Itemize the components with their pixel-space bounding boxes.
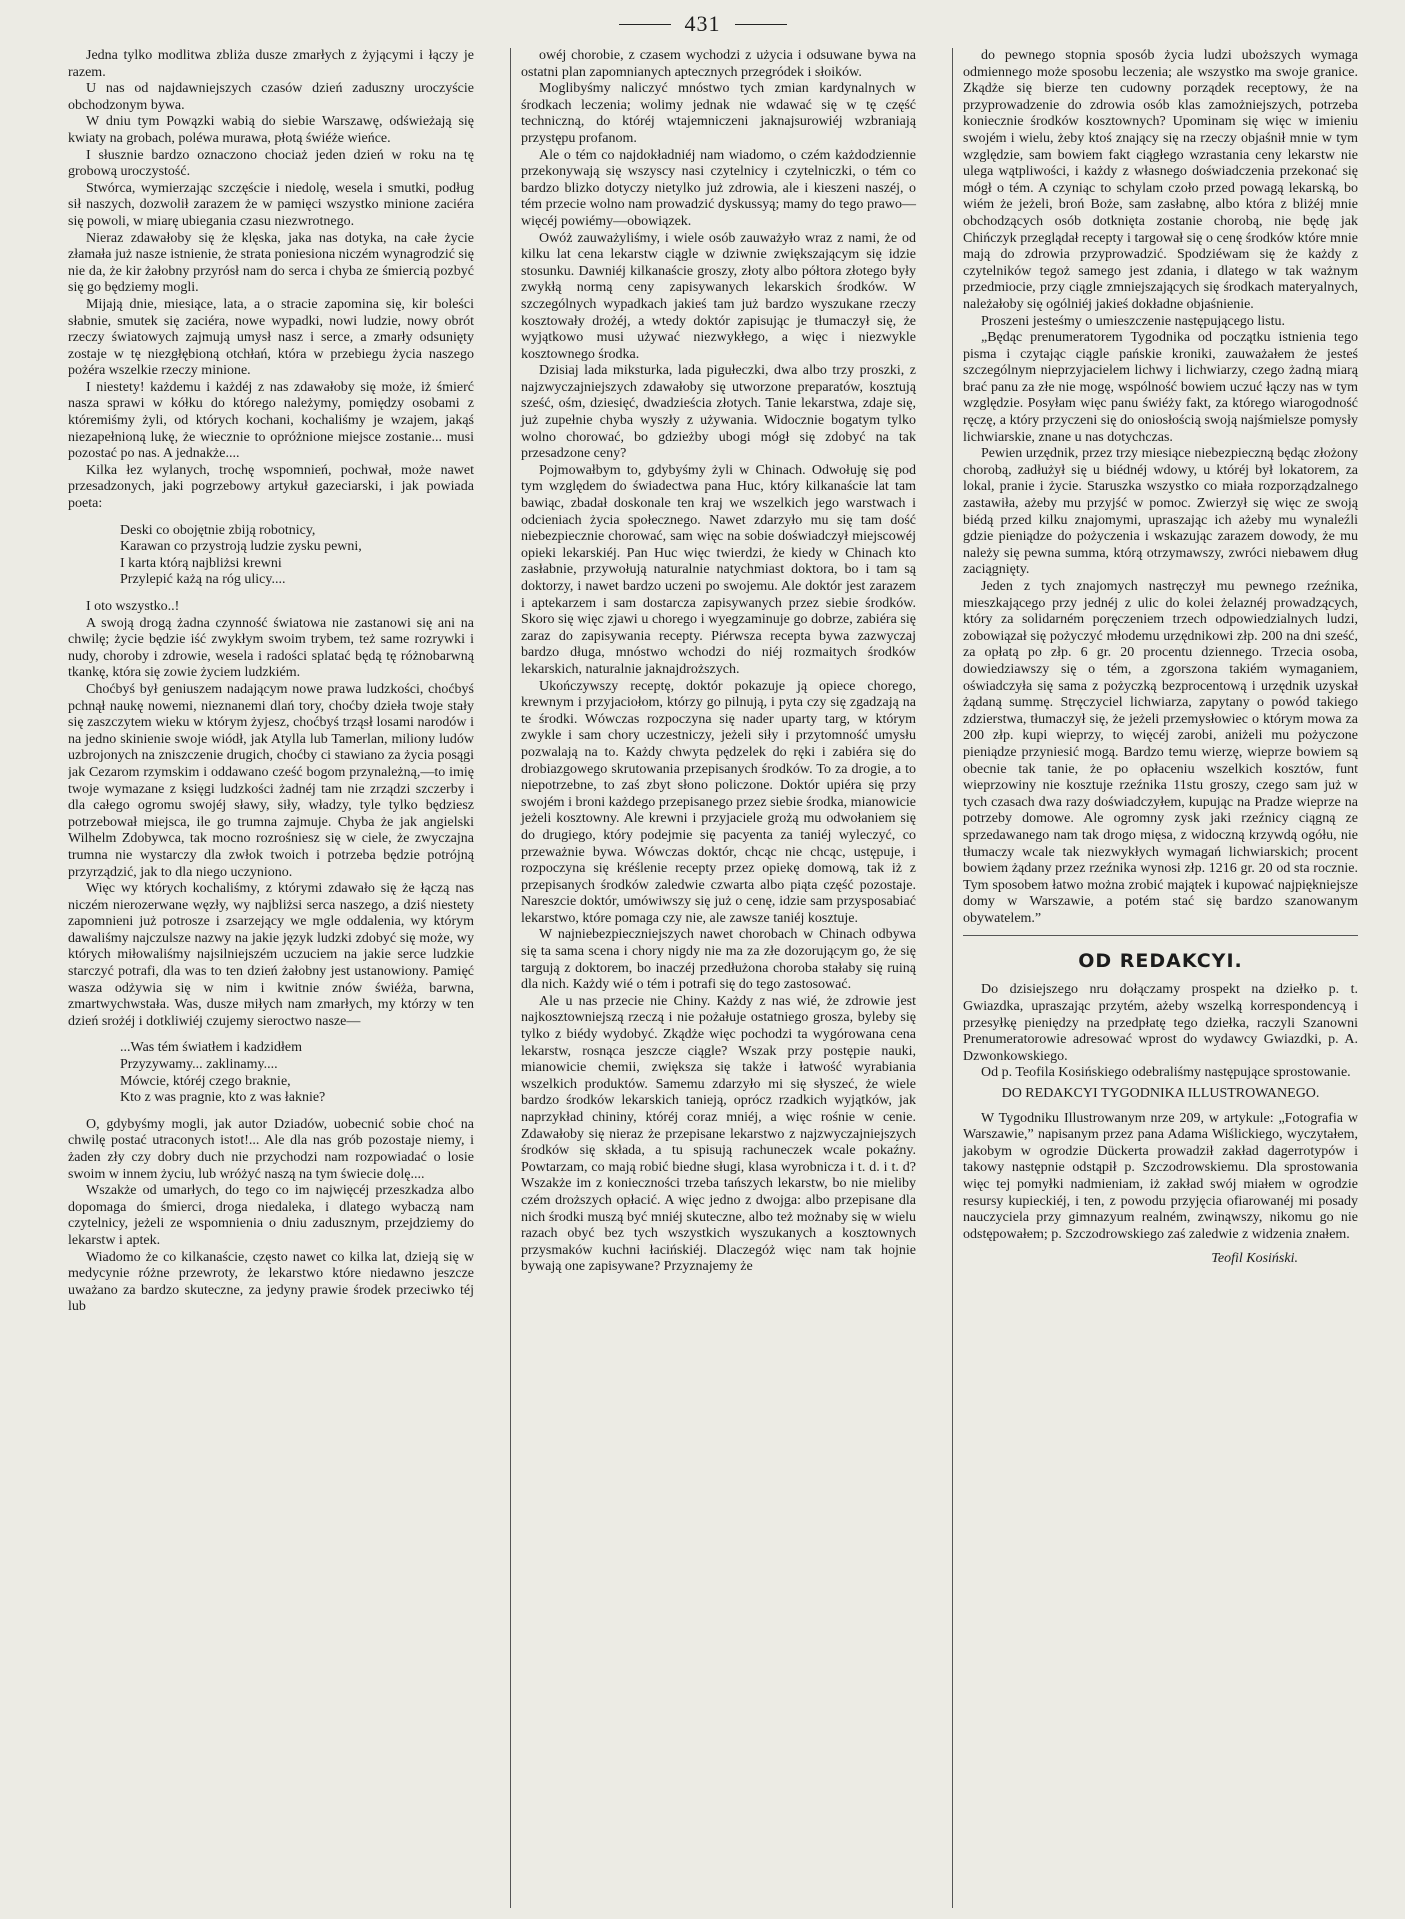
signature: Teofil Kosiński. (1211, 1251, 1298, 1267)
paragraph: Wiadomo że co kilkanaście, często nawet co kilka lat, dzieją się w medycynie różne przewroty, że lekarstwo które niedawno jeszcze uważano za bardzo skuteczne, za jedyny prawie środek przeciwko téj lub (68, 1249, 474, 1315)
paragraph: Nieraz zdawałoby się że klęska, jaka nas dotyka, na całe życie złamała już nasze istnienie, że strata poniesiona niczém wynagrodzić się nie da, że kir żałobny przyrósł nam do serca i chyba ze śmiercią pozbyć się go będziemy mogli. (68, 230, 474, 296)
paragraph: W najniebezpieczniejszych nawet chorobach w Chinach odbywa się ta sama scena i chory nigdy nie ma za złe dozorującym go, że się targują z doktorem, bo inaczéj przedłużona choroba stałaby się ruiną dla nich. Każdy wié o tém i potrafi się do tego zastosować. (521, 927, 916, 993)
paragraph: Moglibyśmy naliczyć mnóstwo tych zmian kardynalnych w środkach leczenia; wolimy jednak nie wdawać się w tę część techniczną, do któréj wtajemniczeni jaknajsurowiéj wzbraniają przystępu profanom. (521, 81, 916, 146)
paragraph: Ale u nas przecie nie Chiny. Każdy z nas wié, że zdrowie jest najkosztowniejszą rzeczą i nie pożałuje ostatniego grosza, byleby się tylko z biédy wydobyć. Zkądże więc pochodzi ta wygórowana cena lekarstw, rosnąca jeszcze ciągle? Wszak przy postępie nauki, mianowicie chemii, zwiększa się także i łatwość wyrabiania wszelkich produktów. Samemu zdarzyło mi się słyszeć, że wiele bardzo środków lekarskich tanieją, oprócz rzadkich wyjątków, jak naprzykład chininy, któréj coraz mniéj, a więc rośnie w cenie. Zdawałoby się nieraz że przepisane lekarstwo z najzwyczajniejszych środków się składa, a tu spisują rachuneczek wcale pokaźny. Powtarzam, co mają robić biedne sługi, klasa wyrobnicza i t. d. i t. d? Wszakże im z konieczności trzeba tańszych lekarstw, bo nie mieliby czém droższych opłacić. A więc jedno z dwojga: albo przepisane dla nich środki muszą być mniéj skuteczne, albo też możnaby się w wielu razach obyć bez tych wszystkich wyszukanych a kosztownych przysmaków kuchni łacińskiéj. Dlaczegóż więc nam tak hojnie bywają one zapisywane? Przyznajemy że (521, 993, 916, 1275)
col1-block-1 (68, 48, 474, 513)
paragraph: O, gdybyśmy mogli, jak autor Dziadów, uobecnić sobie choć na chwilę postać utraconych istot!... Ale dla nas grób pozostaje niemy, i żaden zły czy dobry duch nie przychodzi nam rozpowiadać o losie swoim w innem życiu, lub wróżyć naszą na tym świecie dolę.... (68, 1116, 474, 1182)
poem-line: Przyzywamy... zaklinamy.... (120, 1057, 278, 1073)
paragraph: Mijają dnie, miesiące, lata, a o stracie zapomina się, kir boleści słabnie, smutek się zaciéra, nowe wypadki, nowi ludzie, nowy obrót rzeczy światowych zajmują umysł nasz i serce, a zmarły odsunięty zostaje w tę niezgłębioną otchłań, która w przebiegu życia naszego pożéra wszelkie rzeczy minione. (68, 296, 474, 379)
paragraph: Jeden z tych znajomych nastręczył mu pewnego rzeźnika, mieszkającego przy jednéj z ulic do kolei żelaznéj prowadzących, który za solidarném poręczeniem trzech odpowiedzialnych ludzi, zobowiązał się pożyczyć młodemu urzędnikowi złp. 200 na dni sześć, za opłatą po złp. 6 gr. 20 procentu dziennego. Trzecia osoba, dowiedziawszy się o tém, a zgorszona takiém wymaganiem, oświadczyła się sama z pożyczką bezprocentową i urzędnik uzyskał żądaną summę. Stręczyciel lichwiarza, zapytany o powód takiego zdzierstwa, tłumaczył się, że jeżeli przemysłowiec o którym mowa za 200 złp. kupi wieprzy, to więcéj zarobi, aniżeli mu pożyczone pieniądze przyniesić mogą. Bardzo temu wierzę, wieprze bowiem są obecnie tak tanie, że po opłaceniu wszelkich kosztów, funt wieprzowiny nie kosztuje rzeźnika 11stu groszy, czego sam już w tych czasach dwa razy doświadczyłem, kupując na Pradze wieprze na potrzeby domowe. Ale ogromny zysk jaki rzeźnicy ciągną ze sprzedawanego nam tak drogo mięsa, z widoczną krzywdą ogółu, nie tłumaczy wcale tak niezwykłych wymagań lichwiarskich; procent bowiem żądany przez rzeźnika wynosi złp. 1216 gr. 20 od sta rocznie. Tym sposobem łatwo można zrobić majątek i kupować najpiękniejsze domy w Warszawie, a potém stać się bardzo szanowanym obywatelem.” (963, 579, 1358, 926)
paragraph: owéj chorobie, z czasem wychodzi z użycia i odsuwane bywa na ostatni plan zapomnianych aptecznych przegródek i słoików. (521, 48, 916, 80)
paragraph: A swoją drogą żadna czynność światowa nie zastanowi się ani na chwilę; życie będzie iść zwykłym swoim trybem, też same rozrywki i nudy, choroby i zdrowie, wesela i radości splatać będą tę różnobarwną tkankę, która się zowie życiem ludzkiém. (68, 615, 474, 681)
poem-1 (120, 523, 474, 589)
col1-block-3 (68, 1117, 474, 1316)
header-rule-right (735, 24, 787, 25)
paragraph: Pewien urzędnik, przez trzy miesiące niebezpieczną będąc złożony chorobą, zadłużył się u biédnéj wdowy, u któréj był lokatorem, za lokal, pranie i życie. Staruszka wszystko co miała rozporządzalnego zastawiła, ażeby mu przyjść w pomoc. Zwierzył się więc ze swoją biédą przed kilku znajomymi, upraszając ich ażeby mu wynaleźli gdzie pieniądze do pożyczenia i wskazując zarazem dowody, że mu należy się pewna summa, którą otrzymawszy, zwróci niebawem dług zaciągnięty. (963, 446, 1358, 578)
paragraph: Proszeni jesteśmy o umieszczenie następującego listu. (981, 313, 1286, 329)
poem-line: ...Was tém światłem i kadzidłem (120, 1040, 302, 1056)
section-rule-top (963, 935, 1358, 936)
paragraph: „Będąc prenumeratorem Tygodnika od początku istnienia tego pisma i czytając ciągle pańskie kroniki, zauważałem że jesteś szczególnym nieprzyjacielem lichwy i lichwiarzy, czego żadną miarą brać panu za złe nie mogę, wspólność bowiem uczuć łączy nas w tym względzie. Posyłam więc panu świéży fakt, za którego wiarogodność ręczę, a który przyczeni się do oniosłością swoją najśmielsze pomysły lichwiarskie, znane u nas dotychczas. (963, 330, 1358, 445)
paragraph: I oto wszystko..! (86, 599, 180, 614)
page-header (0, 8, 1405, 40)
column-3 (952, 48, 1368, 1908)
paragraph: do pewnego stopnia sposób życia ludzi uboższych wymaga odmiennego może sposobu leczenia; ale wszystko ma swoje granice. Zkądże się bierze ten cudowny porządek receptowy, że na przyprowadzenie do zdrowia osób klas zamożniejszych, potrzeba koniecznie środków kosztownych? Upominam się więc w imieniu swojém i wielu, żeby ktoś znający się na rzeczy objaśnił mnie w tym względzie, sam bowiem fakt ciągłego wzrastania ceny lekarstw nie ulega wątpliwości, i każdy z własnego doświadczenia przekonać się mógł o tém. A czyniąc to schylam czoło przed powagą lekarską, bo wiém że jeżeli, broń Boże, sam zasłabnę, albo która z bliżéj mnie obchodzących osób dotknięta zostanie chorobą, nie będę jak Chińczyk przeglądał recepty i targował się o cenę środków które mnie mają do zdrowia przyprowadzić. Spodziéwam się że każdy z czytelników tegoż samego jest zdania, i dlatego w tak ważnym przedmiocie, przy ciągle zmniejszających się środkach materyalnych, należałoby się ogólniéj jakieś dokładne objaśnienie. (963, 48, 1358, 312)
page-number: 431 (684, 11, 721, 36)
poem-line: Karawan co przystroją ludzie zysku pewni, (120, 539, 362, 555)
paragraph: Dzisiaj lada miksturka, lada pigułeczki, dwa albo trzy proszki, z najzwyczajniejszych zdawałoby się utworzone preparatów, kosztują sześć, ośm, dziesięć, dwadzieścia złotych. Tanie lekarstwa, zdaje się, już zupełnie chyba wyszły z używania. Widocznie bogatym tylko wolno chorować, bo gdzieżby ubogi mógł się zdobyć na tak przesadzone ceny? (521, 363, 916, 462)
paragraph: Do dzisiejszego nru dołączamy prospekt na dziełko p. t. Gwiazdka, upraszając przytém, ażeby wszelką korrespondencyą i przesyłkę pieniędzy na przedpłatę tego dziełka, raczyli Szanowni Prenumeratorowie adresować wprost do wydawcy Gwiazdki, p. A. Dzwonkowskiego. (963, 982, 1358, 1064)
column-2 (510, 48, 926, 1908)
poem-line: Deski co obojętnie zbiją robotnicy, (120, 522, 316, 538)
paragraph: W Tygodniku Illustrowanym nrze 209, w artykule: „Fotografia w Warszawie,” napisanym przez pana Adama Wiślickiego, wyczytałem, jakobym w ogrodzie Dückerta prowadził zakład dagerrotypów i takowy następnie odstąpił p. Szczodrowskiemu. Dla sprostowania więc tej pomyłki nadmieniam, iż zakład swój miałem w ogrodzie resursy kupieckiéj, i ten, z powodu przyjęcia ofiarowanéj mi posady nauczyciela przy gimnazyum realném, zwinąwszy, nikomu go nie odstępowałem; p. Szczodrowskiego zaś zaledwie z widzenia znałem. (963, 1110, 1358, 1242)
paragraph: Pojmowałbym to, gdybyśmy żyli w Chinach. Odwołuję się pod tym względem do świadectwa pana Huc, który kilkanaście lat tam bawiąc, zbadał doskonale ten kraj we wszelkich jego warstwach i odcieniach życia społecznego. Nawet zdarzyło mu się tam dość niebezpiecznie chorować, sam więc na sobie doświadczył miejscowéj opieki lekarskiéj. Pan Huc więc twierdzi, że kiedy w Chinach kto zasłabnie, przywołują naturalnie natychmiast doktora, bo i tam są doktorzy, i nawet bardzo uczeni po swojemu. Ale doktór jest zarazem i aptekarzem i sam dostarcza zapisywanych przez siebie środków. Skoro się więc zjawi u chorego i wyegzaminuje go dobrze, zabiéra się zaraz do zapisywania recepty. Piérwsza recepta bywa zazwyczaj bardzo długa, mnóstwo wchodzi do niéj rozmaitych środków lekarskich, naturalnie jaknajdroższych. (521, 462, 916, 677)
paragraph: Owóż zauważyliśmy, i wiele osób zauważyło wraz z nami, że od kilku lat cena lekarstw ciągle w dziwnie zwiększającym się idzie stosunku. Dawniéj kilkanaście groszy, złoty albo półtora złotego były zwykłą normą ceny zapisywanych lekarskich środków. W szczególnych wypadkach jakieś tam już bardzo wyszukane rzeczy kosztowały drożéj, a wtedy doktór zapisując je tłumaczył się, że wyjątkowo musi używać niezwykłego, a więc i niezwykle kosztownego środka. (521, 230, 916, 362)
letter-heading: DO REDAKCYI TYGODNIKA ILLUSTROWANEGO. (1001, 1086, 1320, 1102)
col3-block-3 (963, 1111, 1358, 1244)
paragraph: Choćbyś był geniuszem nadającym nowe prawa ludzkości, choćbyś pchnął naukę nowemi, nieznanemi dlań tory, choćby dzieła twoje stały się zaszczytem wieku w którym żyjesz, choćbyś trząsł losami narodów i na jedno skinienie swoje wiódł, jak Atylla lub Tamerlan, miliony ludów uzbrojonych na zniszczenie drugich, choćby ci stawiano za życia posągi jak Cezarom rzymskim i oddawano cześć bogom przynależną,—to imię twoje wymazane z księgi ludzkości żadnéj tam nie zrządzi szczerby i dla całego ogromu swojéj sławy, siły, władzy, tyle tylko będziesz potrzebował miejsca, ile go trumna zajmuje. Chyba że jak angielski Wilhelm Zdobywca, tak mocno rozrośniesz się w ciele, że zwyczajna trumna nie wystarczy dla zwłok twoich i potrzeba będzie potrójną przyrządzić, jak to dla niego uczyniono. (68, 681, 474, 880)
paragraph: W dniu tym Powązki wabią do siebie Warszawę, odświeżają się kwiaty na grobach, poléwa murawa, płotą świéże wieńce. (68, 114, 474, 146)
column-1 (68, 48, 484, 1908)
redakcja-title: OD REDAKCYI. (1078, 950, 1243, 973)
poem-line: I karta którą najbliżsi krewni (120, 555, 282, 571)
paragraph: Od p. Teofila Kosińskiego odebraliśmy następujące sprostowanie. (981, 1065, 1351, 1081)
paragraph: Stwórca, wymierzając szczęście i niedolę, wesela i smutki, podług sił naszych, dozwolił zarazem że w pamięci wszystko minione zaciéra się powoli, w miarę ubiegania czasu niezwrotnego. (68, 180, 474, 229)
col2-block (521, 48, 916, 1276)
text-columns (68, 48, 1368, 1908)
poem-2 (120, 1040, 474, 1106)
paragraph: Kilka łez wylanych, trochę wspomnień, pochwał, może nawet przesadzonych, jaki pogrzebowy artykuł gazeciarski, i jak powiada poeta: (68, 462, 474, 512)
paragraph: U nas od najdawniejszych czasów dzień zaduszny uroczyście obchodzonym bywa. (68, 81, 474, 113)
paragraph: Więc wy których kochaliśmy, z którymi zdawało się że łączą nas niczém nierozerwane węzły, wy najbliżsi serca naszego, a dziś niestety zapomnieni już potrosze i zsarzejący we mgle oddalenia, wy którym dawaliśmy najczulsze nazwy na jakie język ludzki zdobyć się może, wy których miłowaliśmy najsilniejszém uczuciem na jakie serce ludzkie starczyć potrafi, dla was to ten dzień żałobny jest ustanowiony. Pamięć wasza odżywia się w nim i kwitnie znów świéża, barwna, zmartwychwstała. Was, dusze miłych nam zmarłych, my którzy w ten dzień srożéj i dotkliwiéj czujemy sieroctwo nasze— (68, 881, 474, 1029)
col1-block-2 (68, 599, 474, 1030)
header-rule-left (619, 24, 671, 25)
paragraph: I słusznie bardzo oznaczono chociaż jeden dzień w roku na tę grobową uroczystość. (68, 147, 474, 180)
paragraph: Ukończywszy receptę, doktór pokazuje ją opiece chorego, krewnym i przyjaciołom, którzy go pilnują, i pyta czy się zgadzają na te środki. Wówczas rozpoczyna się nader uparty targ, w którym zwykle i sam chory uczestniczy, jeżeli siły i przytomność umysłu pozwalają na to. Każdy chwyta pędzelek do ręki i zabiéra się do drobiazgowego skrutowania przepisanych środków. To za drogie, a to niepotrzebne, to zaś zbyt słono policzone. Doktór upiéra się przy swojém i broni każdego przepisanego przez siebie środka, mianowicie jeżeli kosztowny. Ale krewni i przyjaciele grożą mu odwołaniem się do drugiego, który podejmie się pacyenta za taniéj wyleczyć, co przeważnie bywa. Wówczas doktór, chcąc nie chcąc, ustępuje, i rozpoczyna się kréślenie recepty przez opiekę domową, tak iż z przepisanych środków zaledwie czwarta albo piąta część pozostaje. Nareszcie doktór, umówiwszy się już o cenę, idzie sam przysposabiać lekarstwo, które pomaga czy nie, ale zawsze taniéj kosztuje. (521, 678, 916, 926)
paragraph: Ale o tém co najdokładniéj nam wiadomo, o czém każdodziennie przekonywają się wszyscy nasi czytelnicy i czytelniczki, o tém co bardzo blizko dotyczy nietylko już zdrowia, ale i kieszeni naszéj, o tém przecie wolno nam prowadzić dyskussyą; mamy do tego prawo—więcéj powiémy—obowiązek. (521, 147, 916, 229)
paragraph: I niestety! każdemu i każdéj z nas zdawałoby się może, iż śmierć nasza sprawi w kółku do którego należymy, pomiędzy osobami z któremiśmy żyli, od których kochani, kochaliśmy je wzajem, jakąś niezapełnioną lukę, że wiecznie to opróżnione miejsce zostanie... musi pozostać po nas. A jednakże.... (68, 379, 474, 462)
poem-line: Przylepić każą na róg ulicy.... (120, 572, 286, 588)
poem-line: Kto z was pragnie, kto z was łaknie? (120, 1090, 326, 1106)
col3-block-1 (963, 48, 1358, 927)
poem-line: Mówcie, któréj czego braknie, (120, 1073, 291, 1089)
col3-block-2 (963, 982, 1358, 1082)
paragraph: Wszakże od umarłych, do tego co im najwięcéj przeszkadza albo dopomaga do śmierci, droga niedaleka, i dlatego wybaczą nam czytelnicy, jeżeli ze wspomnienia o dniu zadusznym, przejdziemy do lekarstw i aptek. (68, 1183, 474, 1248)
paragraph: Jedna tylko modlitwa zbliża dusze zmarłych z żyjącymi i łączy je razem. (68, 48, 474, 80)
